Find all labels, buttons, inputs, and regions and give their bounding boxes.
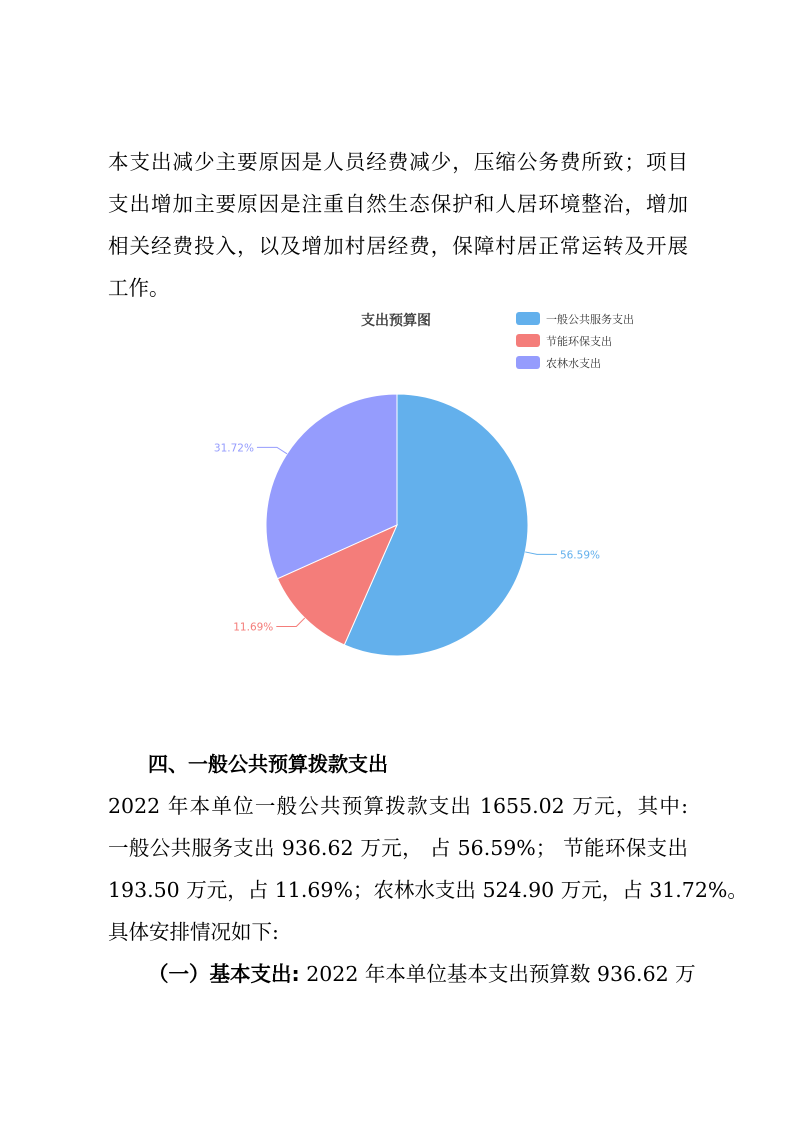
label-leader-line: [525, 552, 557, 554]
paragraph-line: 本支出减少主要原因是人员经费减少，压缩公务费所致；项目: [108, 150, 688, 174]
subheading-label: （一）基本支出:: [148, 962, 300, 986]
paragraph-line: 支出增加主要原因是注重自然生态保护和人居环境整治，增加: [108, 192, 688, 216]
label-general-public-services: 56.59%: [559, 549, 600, 562]
legend-swatch: [516, 312, 540, 325]
chart-legend: [516, 312, 634, 370]
paragraph-line: 193.50 万元，占 11.69%；农林水支出 524.90 万元，占 31.72%。: [108, 878, 748, 902]
section-heading: 四、一般公共预算拨款支出: [148, 752, 388, 776]
label-energy-environment: 11.69%: [233, 621, 274, 634]
paragraph-line: 具体安排情况如下:: [108, 920, 279, 944]
legend-label: 一般公共服务支出: [546, 313, 634, 326]
pie-slices: [266, 394, 528, 656]
chart-title: 支出预算图: [361, 313, 431, 329]
paragraph-line: 工作。: [108, 276, 170, 300]
subheading-text: 2022 年本单位基本支出预算数 936.62 万: [299, 962, 696, 986]
legend-label: 农林水支出: [546, 357, 601, 370]
legend-swatch: [516, 334, 540, 347]
pie-chart: [180, 300, 660, 680]
label-leader-line: [276, 618, 304, 627]
paragraph-line: 2022 年本单位一般公共预算拨款支出 1655.02 万元，其中:: [108, 794, 688, 818]
paragraph-line: 相关经费投入，以及增加村居经费，保障村居正常运转及开展: [108, 234, 688, 258]
legend-swatch: [516, 356, 540, 369]
subheading-line: [148, 960, 696, 988]
label-agriculture-water: 31.72%: [213, 442, 254, 455]
paragraph-line: 一般公共服务支出 936.62 万元， 占 56.59%； 节能环保支出: [108, 836, 688, 860]
legend-label: 节能环保支出: [546, 335, 612, 348]
label-leader-line: [257, 447, 287, 454]
